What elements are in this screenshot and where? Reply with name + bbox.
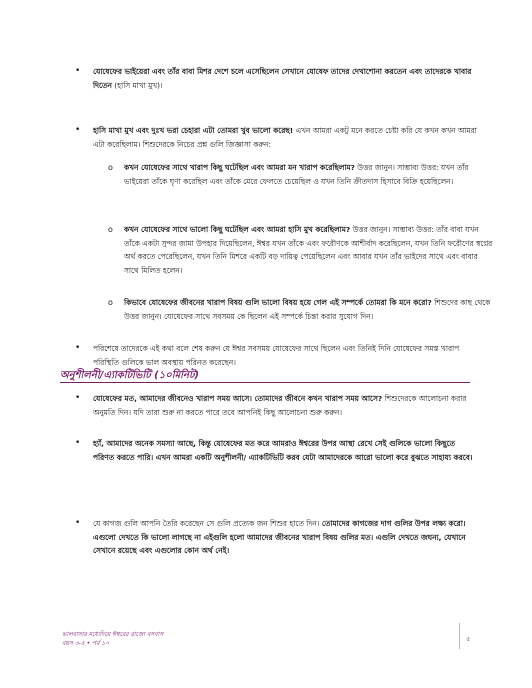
question-text-bold: কিভাবে যোষেফের জীবনের খারাপ বিষয় গুলি ভালো বিষয় হয়ে গেল এই সম্পর্কে তোমরা কি মনে করো? [124,298,432,307]
bullet-text-bold: যোষেফের মত, আমাদের জীবনেও খারাপ সময় আসে। তোমাদের জীবনে কখন খারাপ সময় আসে? [93,394,383,403]
bullet-text: যে কাগজ গুলি আপনি তৈরি করেছেন সে গুলি প্রত্যেক জন শিশুর হাতে দিন। [93,519,320,528]
bullet-text-bold: যোষেফের ভাইয়েরা এবং তাঁর বাবা মিশর দেশে চলে এসেছিলেন সেখানে যোষেফ তাদের দেখাশোনা করতেন এবং তাদেরকে খাবার দিতেন [93,67,472,90]
sub-bullet-marker: o [108,225,113,234]
footer-line-2: বয়স ৩-৫ • পর্ব ১০ [62,640,110,647]
sub-bullet-marker: o [108,163,113,172]
question-text: শিশুদের কাছ থেকে উত্তর জানুন। যোষেফের সাথে সবসময় কে ছিলেন এই সম্পর্কে চিন্তা করার সুযোগ দিন। [124,298,491,321]
bullet-text: এখন আমরা একটু মনে করতে চেষ্টা করি যে কখন কখন আমরা এটা করেছিলাম। শিশুদেরকে নিচের প্রশ্ন গুলি জিজ্ঞাসা করুন: [93,126,477,149]
bullet-text-bold: হ্যাঁ, আমাদের অনেক সমস্যা আছে, কিন্তু যোষেফের মত করে আমরাও ঈশ্বরের উপর আস্থা রেখে সেই গুলিকে ভালো কিছুতে পরিণত করতে পারি। এখন আমরা একটি অনুশীলনী/ এ্যাকটিভিটি করব যেটা আমাদেরকে আরো ভালো করে বুঝতে সাহায্য করবে। [93,439,473,462]
bullet-faces-prompt [75,124,478,151]
footer-divider [459,623,460,649]
sub-bullet-marker: o [108,298,113,307]
activity-bullet-problems [75,437,478,464]
section-heading-activity: অনুশীলনী/এ্যাকটিভিটি (১০মিনিট) [60,370,199,381]
bullet-marker: • [75,393,81,403]
footer-line-1: ভালবাসার মধ্যেদিয়ে ঈশ্বরের রাজ্যে বসবাস [62,631,164,638]
bullet-conclusion [75,342,478,369]
question-text-bold: কখন যোষেফের সাথে খারাপ কিছু ঘটেছিল এবং আমরা মন খারাপ করেছিলাম? [124,163,355,172]
page-number: ৫ [466,635,471,643]
question-good-times [108,223,494,277]
bullet-marker: • [75,66,81,76]
bullet-text: শিশুদেরকে আলোচনা করার অনুমতি দিন। যদি তারা শুরু না করতে পারে তবে আপনিই কিছু আলোচনা শুরু করুন। [93,394,467,417]
bullet-text-bold: হাসি মাখা মুখ এবং দুঃখ ভরা চেহারা এটা তোমরা খুব ভালো করেছ! [93,126,294,135]
bullet-family-in-egypt [75,65,478,92]
question-text-bold: কখন যোষেফের সাথে ভালো কিছু ঘটেছিল এবং আমরা হাসি মুখ করেছিলাম? [124,225,351,234]
question-bad-times [108,161,494,188]
bullet-text-bold: তোমাদের কাগজের দাগ গুলির উপর লক্ষ্য করো। এগুলো দেখতে কি ভালো লাগছে না এইগুলি হলো আমাদের জীবনের খারাপ বিষয় গুলির মত। এগুলি দেখতে জঘন্য, যেখানে সেখানে রয়েছে এবং এগুলোর কোন অর্থ নেই। [93,519,466,555]
bullet-text: (হাসি মাখা মুখ)। [111,80,163,90]
bullet-text: পরিশেষে তাদেরকে এই কথা বলে শেষ করুন যে ঈশ্বর সবসময় যোষেফের সাথে ছিলেন এবং তিনিই দিনি যোষেফের সমস্ত খারাপ পরিস্থিতি গুলিকে ভাল অবস্থায় পরিনত করেছেন। [93,344,460,367]
question-text: উত্তর জানুন। সাম্ভাব্য উত্তর: তাঁর বাবা যখন তাঁকে একটা সুন্দর জামা উপহার দিয়েছিলেন, ঈশ্বর যখন তাঁকে এবং ফরৌণকে আশীর্বাদ করেছিলেন, যখন তিনি ফরৌণের স্বপ্নের অর্থ করতে পেরেছিলেন, যখন তিনি মিশরে একটি বড় দায়িত্ব পেয়েছিলেন এবং আবার যখন তাঁর ভাইদের সাথে এবং বাবার সাথে মিলিত হলেন। [124,225,493,275]
question-bad-to-good [108,296,494,323]
activity-bullet-bad-times [75,392,478,419]
bullet-marker: • [75,125,81,135]
heading-underline [60,382,470,383]
bullet-marker: • [75,343,81,353]
bullet-marker: • [75,518,81,528]
question-text: উত্তর জানুন। সাম্ভাব্য উত্তর: যখন তাঁর ভাইয়েরা তাঁকে ঘৃণা করেছিল এবং তাঁকে মেরে ফেলতে চেয়েছিল ও যখন তিনি ক্রীতদাস হিসাবে বিক্রি হয়েছিলেন। [124,163,469,186]
footer-series-title [62,630,163,648]
activity-bullet-papers [75,517,478,558]
bullet-marker: • [75,438,81,448]
